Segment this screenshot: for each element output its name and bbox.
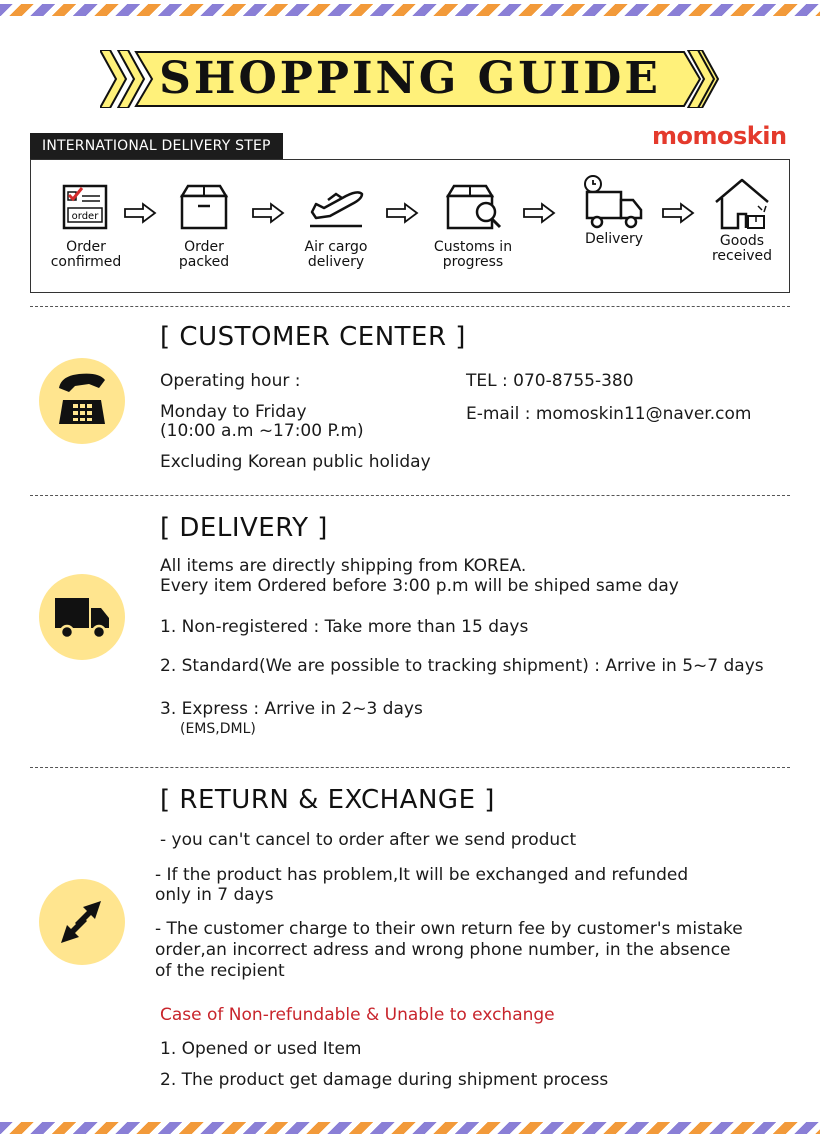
arrow-right-icon — [385, 202, 419, 224]
house-icon — [712, 176, 772, 232]
email-address: E-mail : momoskin11@naver.com — [466, 404, 752, 424]
delivery-title: [ DELIVERY ] — [160, 513, 328, 543]
return-circle — [39, 879, 125, 965]
delivery-option: 1. Non-registered : Take more than 15 days — [160, 617, 529, 637]
truck-icon — [39, 574, 125, 660]
order-form-icon — [58, 182, 114, 232]
non-refundable-heading: Case of Non-refundable & Unable to exchange — [160, 1005, 555, 1025]
delivery-option: 2. Standard(We are possible to tracking shipment) : Arrive in 5~7 days — [160, 656, 764, 676]
return-rule: - The customer charge to their own return fee by customer's mistake order,an incorrect adress and wrong phone number, in the absence of the recipient — [155, 919, 743, 981]
brand-logo: momoskin — [652, 122, 787, 150]
return-exchange-title: [ RETURN & EXCHANGE ] — [160, 785, 495, 815]
section-divider — [30, 495, 790, 496]
exchange-arrows-icon — [39, 879, 125, 965]
step-label: Air cargo delivery — [304, 239, 368, 270]
box-magnifier-icon — [442, 182, 504, 232]
step-label: Goods received — [711, 233, 773, 264]
arrow-right-icon — [251, 202, 285, 224]
return-rule: - you can't cancel to order after we send product — [160, 830, 577, 850]
delivery-intro: All items are directly shipping from KOREA. Every item Ordered before 3:00 p.m will be shiped same day — [160, 556, 679, 596]
delivery-step-panel — [30, 159, 790, 293]
delivery-step-heading: INTERNATIONAL DELIVERY STEP — [30, 133, 283, 159]
title-banner — [100, 50, 720, 108]
operating-hour-label: Operating hour : — [160, 371, 301, 391]
arrow-right-icon — [522, 202, 556, 224]
step-label: Order packed — [178, 239, 230, 270]
delivery-option: 3. Express : Arrive in 2~3 days — [160, 699, 423, 719]
customer-center-circle — [39, 358, 125, 444]
non-refundable-case: 1. Opened or used Item — [160, 1039, 362, 1059]
truck-clock-icon — [581, 174, 647, 232]
section-divider — [30, 767, 790, 768]
top-decorative-stripe — [0, 4, 820, 16]
step-air-cargo — [281, 182, 391, 270]
operating-days: Monday to Friday (10:00 a.m ~17:00 P.m) — [160, 402, 364, 441]
step-label: Customs in progress — [433, 239, 513, 270]
step-delivery — [559, 182, 669, 247]
airplane-icon — [306, 182, 366, 232]
step-label: Order confirmed — [50, 239, 122, 270]
phone-number: TEL : 070-8755-380 — [466, 371, 634, 391]
delivery-circle — [39, 574, 125, 660]
step-customs — [418, 182, 528, 270]
bottom-decorative-stripe — [0, 1122, 820, 1134]
customer-center-title: [ CUSTOMER CENTER ] — [160, 322, 466, 352]
step-label: Delivery — [584, 231, 644, 247]
non-refundable-case: 2. The product get damage during shipment process — [160, 1070, 609, 1090]
page-title: SHOPPING GUIDE — [159, 53, 661, 104]
return-rule: - If the product has problem,It will be exchanged and refunded only in 7 days — [155, 865, 689, 905]
telephone-icon — [39, 358, 125, 444]
box-icon — [176, 182, 232, 232]
step-goods-received — [687, 182, 797, 264]
section-divider — [30, 306, 790, 307]
step-order-packed — [149, 182, 259, 270]
express-note: (EMS,DML) — [180, 721, 256, 737]
order-icon-text: order — [71, 211, 99, 222]
step-order-confirmed — [31, 182, 141, 270]
holiday-note: Excluding Korean public holiday — [160, 452, 431, 472]
